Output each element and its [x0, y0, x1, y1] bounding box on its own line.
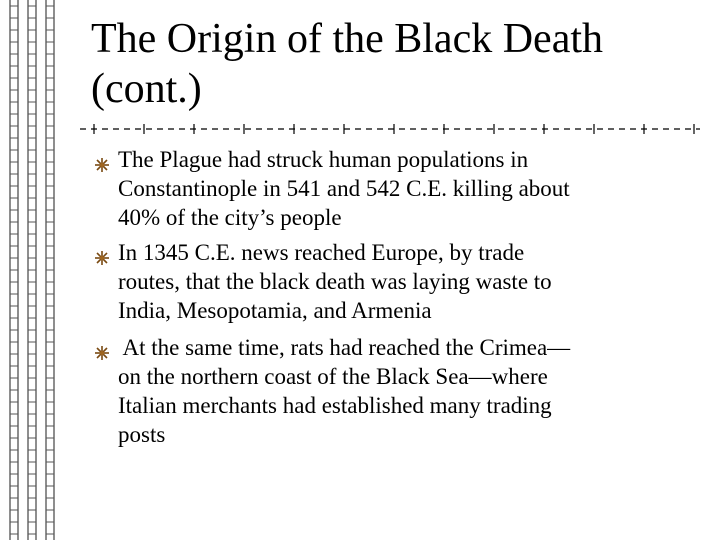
bullet-2-line-2: routes, that the black death was laying waste to [118, 269, 552, 294]
bullet-item-2 [94, 238, 694, 325]
bullet-1-line-1: The Plague had struck human populations in [118, 147, 529, 172]
title-divider [80, 121, 700, 137]
starburst-bullet-icon [94, 151, 110, 167]
bullet-2-line-3: India, Mesopotamia, and Armenia [118, 298, 432, 323]
ladder-border-icon [4, 0, 60, 540]
bullet-item-1 [94, 145, 694, 232]
slide-title [91, 14, 701, 114]
bullet-list [94, 145, 694, 452]
bullet-1-line-3: 40% of the city’s people [118, 205, 342, 230]
bullet-item-3 [94, 333, 694, 449]
starburst-bullet-icon [94, 244, 110, 260]
bullet-1-line-2: Constantinople in 541 and 542 C.E. killing about [118, 176, 570, 201]
bullet-3-line-4: posts [118, 422, 166, 447]
title-line-1: The Origin of the Black Death [91, 16, 603, 62]
dashed-cross-divider-icon [80, 121, 700, 137]
bullet-3-line-1: At the same time, rats had reached the Crimea— [118, 335, 571, 360]
title-line-2: (cont.) [91, 66, 202, 112]
bullet-3-line-2: on the northern coast of the Black Sea—where [118, 364, 548, 389]
ladder-border-decoration [4, 0, 60, 540]
starburst-bullet-icon [94, 339, 110, 355]
bullet-2-line-1: In 1345 C.E. news reached Europe, by trade [118, 240, 525, 265]
bullet-3-line-3: Italian merchants had established many trading [118, 393, 552, 418]
